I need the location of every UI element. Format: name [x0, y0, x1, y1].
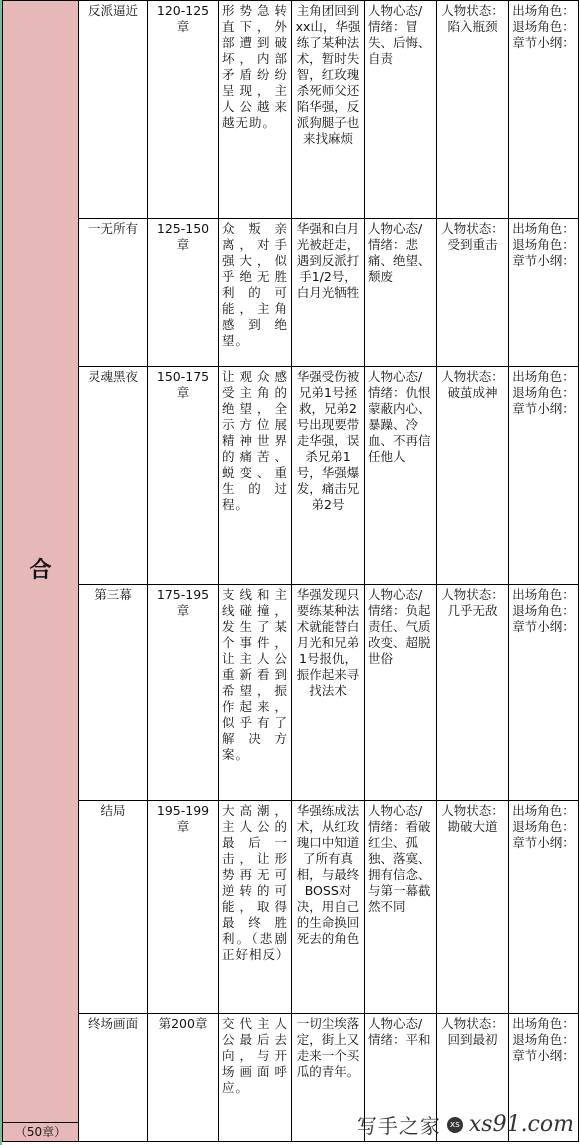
row-summary: 交代主人公最后去向，与开场画面呼应。	[219, 1014, 292, 1142]
act-cell	[3, 1, 79, 1142]
row-summary: 众叛亲离，对手强大，似乎绝无胜利的可能，主角感到绝望。	[219, 219, 292, 367]
row-chapters: 150-175章	[148, 367, 219, 585]
row-chapters: 175-195章	[148, 585, 219, 801]
row-plot: 华强练成法术，从红玫瑰口中知道了所有真相，与最终BOSS对决，用自己的生命换回死去的角色	[292, 801, 365, 1014]
row-title: 反派逼近	[79, 1, 148, 219]
row-summary: 让观众感受主角的绝望，全示方位展精神世界的痛苦、蜕变、重生的过程。	[219, 367, 292, 585]
row-title: 终场画面	[79, 1014, 148, 1142]
row-plot: 主角团回到xx山，华强练了某种法术，暂时失智，红玫瑰杀死师父还陷华强，反派狗腿子也来找麻烦	[292, 1, 365, 219]
row-mood: 人物心态/情绪：仇恨蒙蔽内心、暴躁、冷血、不再信任他人	[365, 367, 437, 585]
row-cast: 出场角色：退场角色：章节小纲：	[509, 585, 579, 801]
row-plot: 一切尘埃落定，街上又走来一个买瓜的青年。	[292, 1014, 365, 1142]
watermark-url: xs91.com	[468, 1112, 574, 1137]
row-chapters: 195-199章	[148, 801, 219, 1014]
row-chapters: 125-150章	[148, 219, 219, 367]
table-row	[3, 1014, 579, 1142]
row-summary: 大高潮，主人公的最后一击，让形势再无可逆转的可能，取得最终胜利。（悲剧正好相反）	[219, 801, 292, 1014]
row-mood: 人物心态/情绪：平和	[365, 1014, 437, 1142]
row-state: 人物状态：受到重击	[437, 219, 509, 367]
row-plot: 华强发现只要练某种法术就能替白月光和兄弟1号报仇，振作起来寻找法术	[292, 585, 365, 801]
row-mood: 人物心态/情绪：负起责任、气质改变、超脱世俗	[365, 585, 437, 801]
row-title: 结局	[79, 801, 148, 1014]
table-row	[3, 1, 579, 219]
row-plot: 华强受伤被兄弟1号拯救，兄弟2号出现要带走华强，误杀兄弟1号，华强爆发，痛击兄弟2号	[292, 367, 365, 585]
row-chapters: 第200章	[148, 1014, 219, 1142]
row-state: 人物状态：陷入瓶颈	[437, 1, 509, 219]
row-state: 人物状态：破茧成神	[437, 367, 509, 585]
act-note: （50章）	[3, 1122, 78, 1141]
row-title: 第三幕	[79, 585, 148, 801]
table-row	[3, 801, 579, 1014]
table-row	[3, 585, 579, 801]
watermark-text: 写手之家	[356, 1114, 441, 1138]
row-title: 一无所有	[79, 219, 148, 367]
table-row	[3, 219, 579, 367]
row-chapters: 120-125章	[148, 1, 219, 219]
row-title: 灵魂黑夜	[79, 367, 148, 585]
row-summary: 形势急转直下，外部遭到破坏，内部矛盾纷纷呈现，主人公越来越无助。	[219, 1, 292, 219]
row-mood: 人物心态/情绪：看破红尘、孤独、落寞、拥有信念、与第一幕截然不同	[365, 801, 437, 1014]
row-cast: 出场角色：退场角色：章节小纲：	[509, 801, 579, 1014]
row-cast: 出场角色：退场角色：章节小纲：	[509, 1, 579, 219]
row-cast: 出场角色：退场角色：章节小纲：	[509, 219, 579, 367]
table-row	[3, 367, 579, 585]
row-state: 人物状态：回到最初	[437, 1014, 509, 1142]
outline-table	[2, 0, 579, 1142]
row-cast: 出场角色：退场角色：章节小纲：	[509, 1014, 579, 1142]
row-mood: 人物心态/情绪：悲痛、绝望、颓废	[365, 219, 437, 367]
row-cast: 出场角色：退场角色：章节小纲：	[509, 367, 579, 585]
row-mood: 人物心态/情绪：冒失、后悔、自责	[365, 1, 437, 219]
row-state: 人物状态：几乎无敌	[437, 585, 509, 801]
watermark-logo-icon: xs	[447, 1117, 463, 1133]
row-plot: 华强和白月光被赶走，遇到反派打手1/2号，白月光牺牲	[292, 219, 365, 367]
row-summary: 支线和主线碰撞，发生了某个事件，让主人公重新看到希望，振作起来，似乎有了解决方案。	[219, 585, 292, 801]
act-label: 合	[29, 558, 52, 583]
row-state: 人物状态：勘破大道	[437, 801, 509, 1014]
